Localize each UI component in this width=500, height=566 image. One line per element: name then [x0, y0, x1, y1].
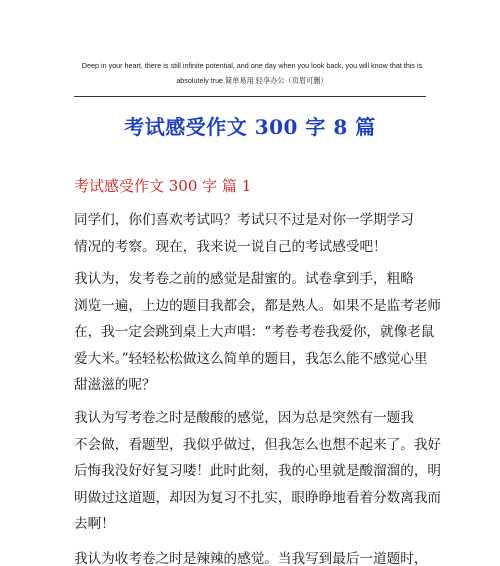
header-divider: [74, 96, 426, 97]
paragraph-line: 后悔我没好好复习喽！此时此刻，我的心里就是酸溜溜的，明: [74, 463, 442, 480]
paragraph-1: [74, 207, 430, 260]
paragraph-line: 同学们，你们喜欢考试吗？考试只不过是对你一学期学习: [74, 212, 414, 228]
paragraph-line: 浏览一遍，上边的题目我都会，都是熟人。如果不是监考老师: [74, 297, 442, 314]
document-title: 考试感受作文 300 字 8 篇: [124, 115, 376, 139]
header-line-2: absolutely true.简单易用 轻享办公（页眉可删）: [176, 76, 328, 85]
section-heading: 考试感受作文 300 字 篇 1: [74, 177, 252, 195]
paragraph-3: [74, 405, 442, 538]
paragraph-line: 明做过这道题，却因为复习不扎实，眼睁睁地看着分数离我而: [74, 489, 442, 506]
header-line-1: Deep in your heart, there is still infinite potential, and one day when you look back, you will know that this is: [81, 61, 423, 70]
paragraph-line: 情况的考察。现在，我来说一说自己的考试感受吧！: [74, 238, 387, 255]
paragraph-line: 甜滋滋的呢？: [74, 377, 156, 394]
paragraph-line: 我认为写考卷之时是酸酸的感觉，因为总是突然有一题我: [74, 410, 414, 426]
paragraph-line: 不会做，看题型，我似乎做过，但我怎么也想不起来了。我好: [74, 436, 442, 453]
paragraph-line: 去啊！: [74, 516, 115, 533]
page-header: [60, 58, 444, 88]
paragraph-line: 我认为收考卷之时是辣辣的感觉。当我写到最后一道题时，: [74, 551, 428, 566]
paragraph-2: [74, 266, 442, 399]
paragraph-line: 在，我一定会跳到桌上大声唱：“考卷考卷我爱你，就像老鼠: [74, 324, 435, 341]
paragraph-line: 爱大米。”轻轻松松做这么简单的题目，我怎么能不感觉心里: [74, 350, 428, 367]
paragraph-line: 我认为，发考卷之前的感觉是甜蜜的。试卷拿到手，粗略: [74, 271, 414, 287]
paragraph-4: [74, 546, 430, 566]
